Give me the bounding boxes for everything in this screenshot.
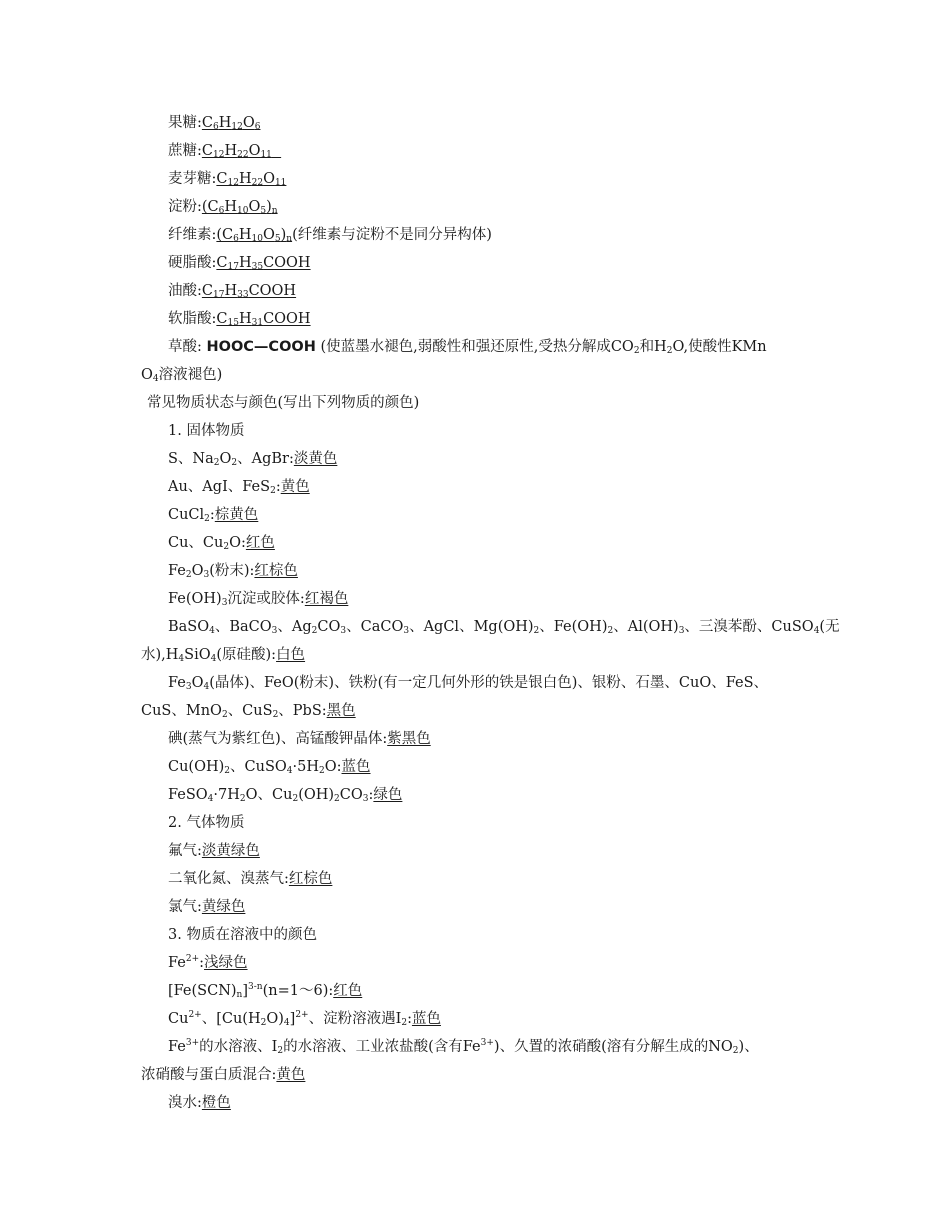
- line-yellow-solutions: $Fe^{3+}$的水溶液、$I_2$的水溶液、工业浓盐酸(含有$Fe^{3+}$)、久置的浓硝酸(溶有分解生成的$NO_2$)、: [168, 1038, 759, 1056]
- line-fluorine: 氟气:淡黄绿色: [168, 843, 260, 859]
- line-red-brown: $Fe_2O_3$(粉末):红棕色: [168, 563, 298, 580]
- answer-formula: $C_{12}H_{22}O_{11}$: [201, 143, 272, 160]
- line-red: Cu、$Cu_2O$:红色: [168, 535, 275, 552]
- line-white: BaSO$_4$、BaCO$_3$、$Ag_2CO_3$、CaCO$_3$、AgCl、$Mg(OH)_2$、$Fe(OH)_2$、$Al(OH)_3$、三溴苯酚、CuSO$_4$(无: [168, 619, 840, 636]
- line-white-cont: 水)$,H_4SiO_4$(原硅酸):白色: [141, 647, 306, 664]
- line-starch: 淀粉$:(C_6H_{10}O_5)_n$: [168, 199, 278, 216]
- line-oxalic-acid-cont: $O_4$溶液褪色): [141, 367, 223, 384]
- section-heading: 常见物质状态与颜色(写出下列物质的颜色): [147, 395, 420, 411]
- line-sucrose: 蔗糖$:C_{12}H_{22}O_{11}$: [168, 137, 281, 165]
- line-chlorine: 氯气:黄绿色: [168, 899, 246, 915]
- line-pale-yellow: S、$Na_2O_2$、AgBr:淡黄色: [168, 451, 338, 468]
- answer-formula: $(C_6H_{10}O_5)_n$: [216, 227, 293, 244]
- line-thiocyanate: $[Fe(SCN)_n]^{3-n}(n=1\sim 6)$:红色: [168, 982, 363, 1000]
- line-red-brown-colloid: $Fe(OH)_3$沉淀或胶体:红褐色: [168, 591, 349, 608]
- line-oleic-acid: 油酸$:C_{17}H_{33}COOH$: [168, 283, 297, 300]
- line-no2-bromine: 二氧化氮、溴蒸气:红棕色: [168, 871, 333, 887]
- oxalic-formula: HOOC—COOH: [206, 339, 316, 355]
- line-cu2plus: $Cu^{2+}$、$[Cu(H_2O)_4]^{2+}$、淀粉溶液遇$I_2$:蓝色: [168, 1010, 441, 1028]
- line-brown-yellow: CuCl$_2$:棕黄色: [168, 507, 259, 524]
- line-fructose: 果糖$:C_6H_{12}O_6$: [168, 115, 261, 132]
- line-fe2plus: $Fe^{2+}$:浅绿色: [168, 954, 248, 971]
- line-oxalic-acid: 草酸: HOOC—COOH (使蓝墨水褪色,弱酸性和强还原性,受热分解成$CO_2$和$H_2O$,使酸性KMn: [168, 339, 767, 356]
- line-stearic-acid: 硬脂酸$:C_{17}H_{35}COOH$: [168, 255, 311, 272]
- line-black: $Fe_3O_4$(晶体)、FeO(粉末)、铁粉(有一定几何外形的铁是银白色)、银粉、石墨、CuO、FeS、: [168, 675, 768, 692]
- answer-formula: $C_6H_{12}O_6$: [201, 115, 261, 132]
- line-bromine-water: 溴水:橙色: [168, 1095, 231, 1111]
- answer-formula: $C_{15}H_{31}COOH$: [216, 311, 311, 328]
- subheading-solids: 1. 固体物质: [168, 423, 245, 439]
- answer-formula: $C_{17}H_{33}COOH$: [201, 283, 297, 300]
- line-palmitic-acid: 软脂酸$:C_{15}H_{31}COOH$: [168, 311, 311, 328]
- line-maltose: 麦芽糖$:C_{12}H_{22}O_{11}$: [168, 171, 287, 188]
- line-yellow: Au、AgI、FeS$_2$:黄色: [168, 479, 310, 496]
- answer-formula: $C_{12}H_{22}O_{11}$: [216, 171, 287, 188]
- line-yellow-solutions-cont: 浓硝酸与蛋白质混合:黄色: [141, 1067, 306, 1083]
- line-blue: $Cu(OH)_2$、$CuSO_4\cdot 5H_2O$:蓝色: [168, 759, 371, 776]
- subheading-gases: 2. 气体物质: [168, 815, 245, 831]
- answer-formula: $C_{17}H_{35}COOH$: [216, 255, 311, 272]
- line-green: $FeSO_4\cdot 7H_2O$、$Cu_2(OH)_2CO_3$:绿色: [168, 787, 403, 804]
- line-black-cont: CuS、MnO$_2$、CuS$_2$、PbS:黑色: [141, 703, 356, 720]
- line-purple-black: 碘(蒸气为紫红色)、高锰酸钾晶体:紫黑色: [168, 731, 431, 747]
- subheading-solutions: 3. 物质在溶液中的颜色: [168, 927, 317, 943]
- line-cellulose: 纤维素$:(C_6H_{10}O_5)_n$(纤维素与淀粉不是同分异构体): [168, 227, 492, 244]
- answer-formula: $(C_6H_{10}O_5)_n$: [201, 199, 278, 216]
